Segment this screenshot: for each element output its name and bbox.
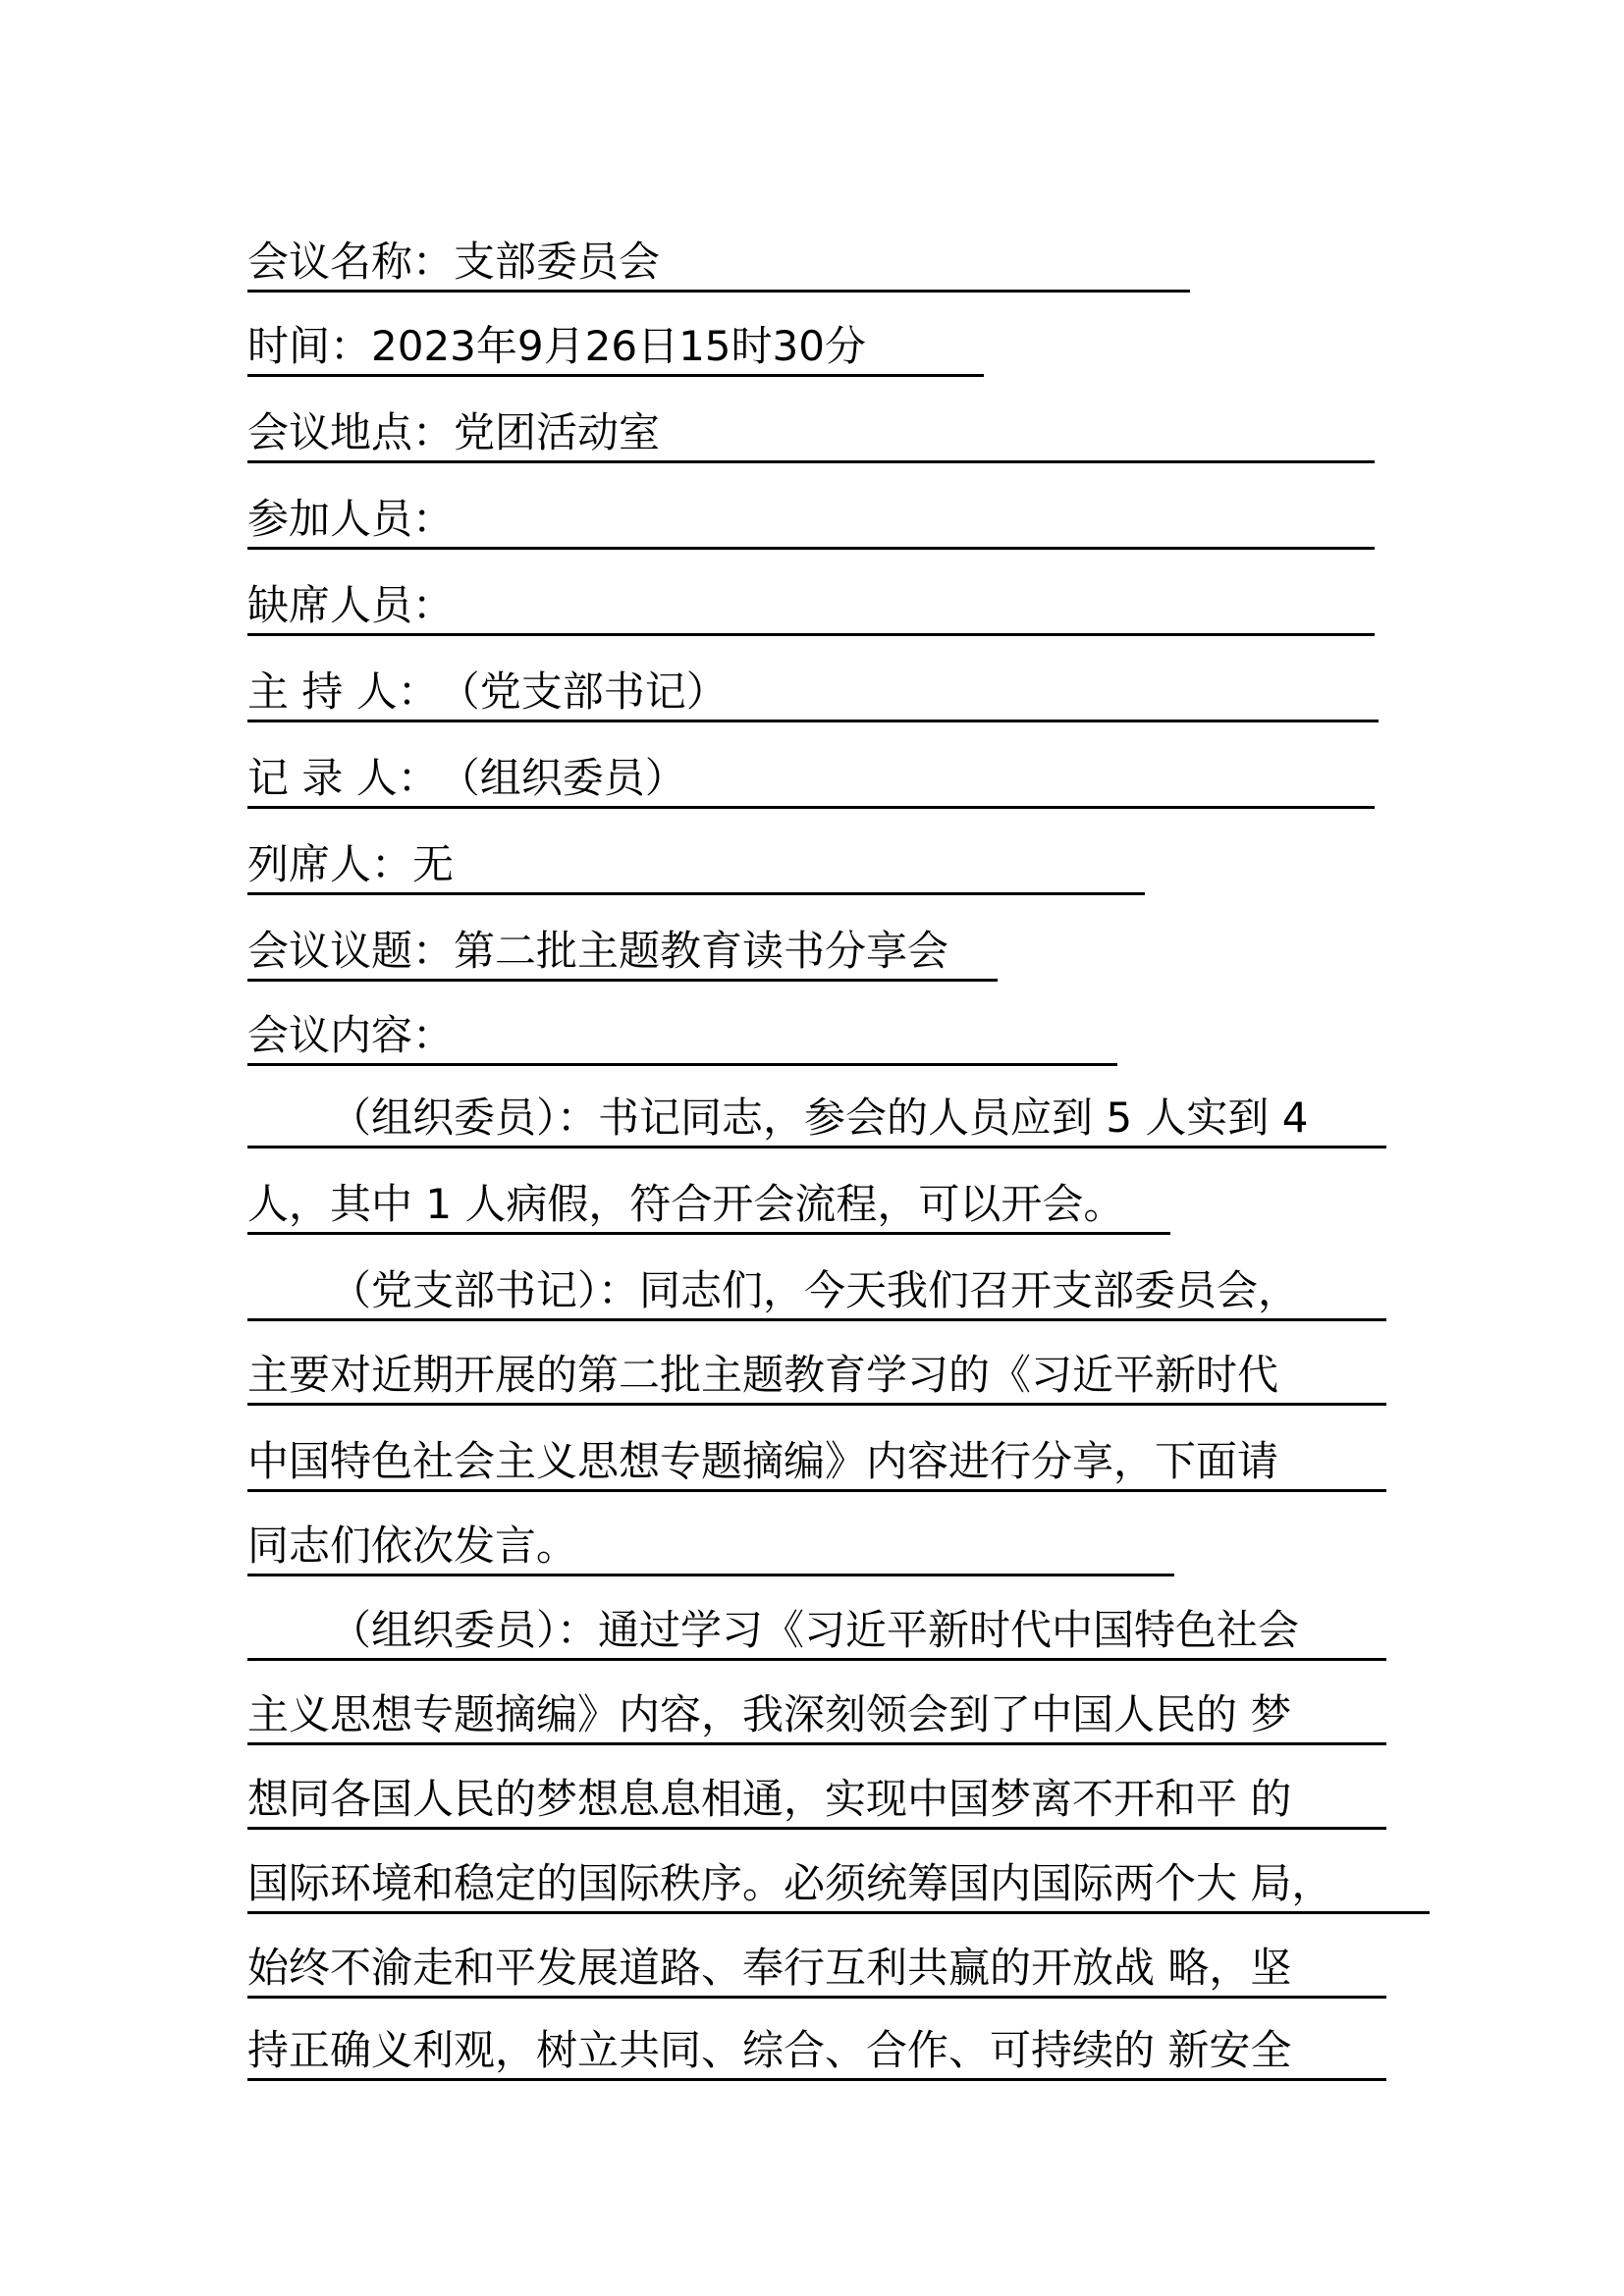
- observers-line: [247, 834, 1145, 895]
- meeting-content-line: [247, 1005, 1117, 1066]
- recorder-line: [247, 748, 1375, 809]
- attendees-line: [247, 489, 1375, 550]
- body-line: [247, 1769, 1386, 1830]
- body-line: [247, 1938, 1386, 1999]
- host-line: [247, 662, 1379, 722]
- meeting-content-label: 会议内容：: [247, 1011, 455, 1059]
- body-line: [247, 1088, 1386, 1148]
- body-line-text: 中国特色社会主义思想专题摘编》内容进行分享，下面请: [247, 1437, 1279, 1485]
- body-line: [247, 1684, 1386, 1745]
- body-line: [247, 1431, 1386, 1492]
- meeting-location-label: 会议地点：: [247, 408, 455, 456]
- body-line-text: （党支部书记）：同志们，今天我们召开支部委员会，: [330, 1266, 1300, 1314]
- meeting-name-line: [247, 232, 1190, 293]
- meeting-time-label: 时间：: [247, 322, 372, 370]
- host-value: （党支部书记）: [438, 667, 728, 716]
- body-line-text: 持正确义利观，树立共同、综合、合作、可持续的 新安全: [247, 2026, 1292, 2074]
- observers-label: 列席人：: [247, 840, 413, 888]
- body-line: [247, 2020, 1386, 2081]
- recorder-label: 记 录 人：: [247, 754, 439, 802]
- body-line-text: （组织委员）：书记同志，参会的人员应到 5 人实到 4: [330, 1094, 1309, 1142]
- meeting-topic-value: 第二批主题教育读书分享会: [454, 927, 949, 975]
- meeting-topic-line: [247, 921, 998, 982]
- body-line-text: 主要对近期开展的第二批主题教育学习的《习近平新时代: [247, 1351, 1279, 1399]
- body-line-text: 国际环境和稳定的国际秩序。必须统筹国内国际两个大 局，: [247, 1859, 1333, 1907]
- attendees-label: 参加人员：: [247, 495, 455, 543]
- absentees-line: [247, 575, 1375, 636]
- body-line-text: 同志们依次发言。: [247, 1522, 578, 1570]
- body-line-text: 始终不渝走和平发展道路、奉行互利共赢的开放战 略，坚: [247, 1944, 1292, 1992]
- meeting-name-label: 会议名称：: [247, 238, 455, 286]
- body-line: [247, 1260, 1386, 1321]
- meeting-topic-label: 会议议题：: [247, 927, 455, 975]
- recorder-value: （组织委员）: [438, 754, 686, 802]
- meeting-name-value: 支部委员会: [454, 238, 661, 286]
- body-line-text: （组织委员）：通过学习《习近平新时代中国特色社会: [330, 1606, 1300, 1654]
- meeting-time-value: 2023年9月26日15时30分: [371, 322, 866, 370]
- body-line-text: 想同各国人民的梦想息息相通，实现中国梦离不开和平 的: [247, 1775, 1292, 1823]
- meeting-time-line: [247, 316, 984, 377]
- host-label: 主 持 人：: [247, 667, 439, 716]
- body-line: [247, 1600, 1386, 1661]
- body-line-text: 人，其中 1 人病假，符合开会流程，可以开会。: [247, 1180, 1125, 1228]
- body-line: [247, 1516, 1174, 1576]
- body-line: [247, 1345, 1386, 1406]
- body-line-text: 主义思想专题摘编》内容，我深刻领会到了中国人民的 梦: [247, 1690, 1292, 1738]
- absentees-label: 缺席人员：: [247, 581, 455, 629]
- observers-value: 无: [412, 840, 455, 888]
- meeting-location-line: [247, 402, 1375, 463]
- meeting-location-value: 党团活动室: [454, 408, 661, 456]
- body-line: [247, 1853, 1430, 1914]
- body-line: [247, 1174, 1170, 1235]
